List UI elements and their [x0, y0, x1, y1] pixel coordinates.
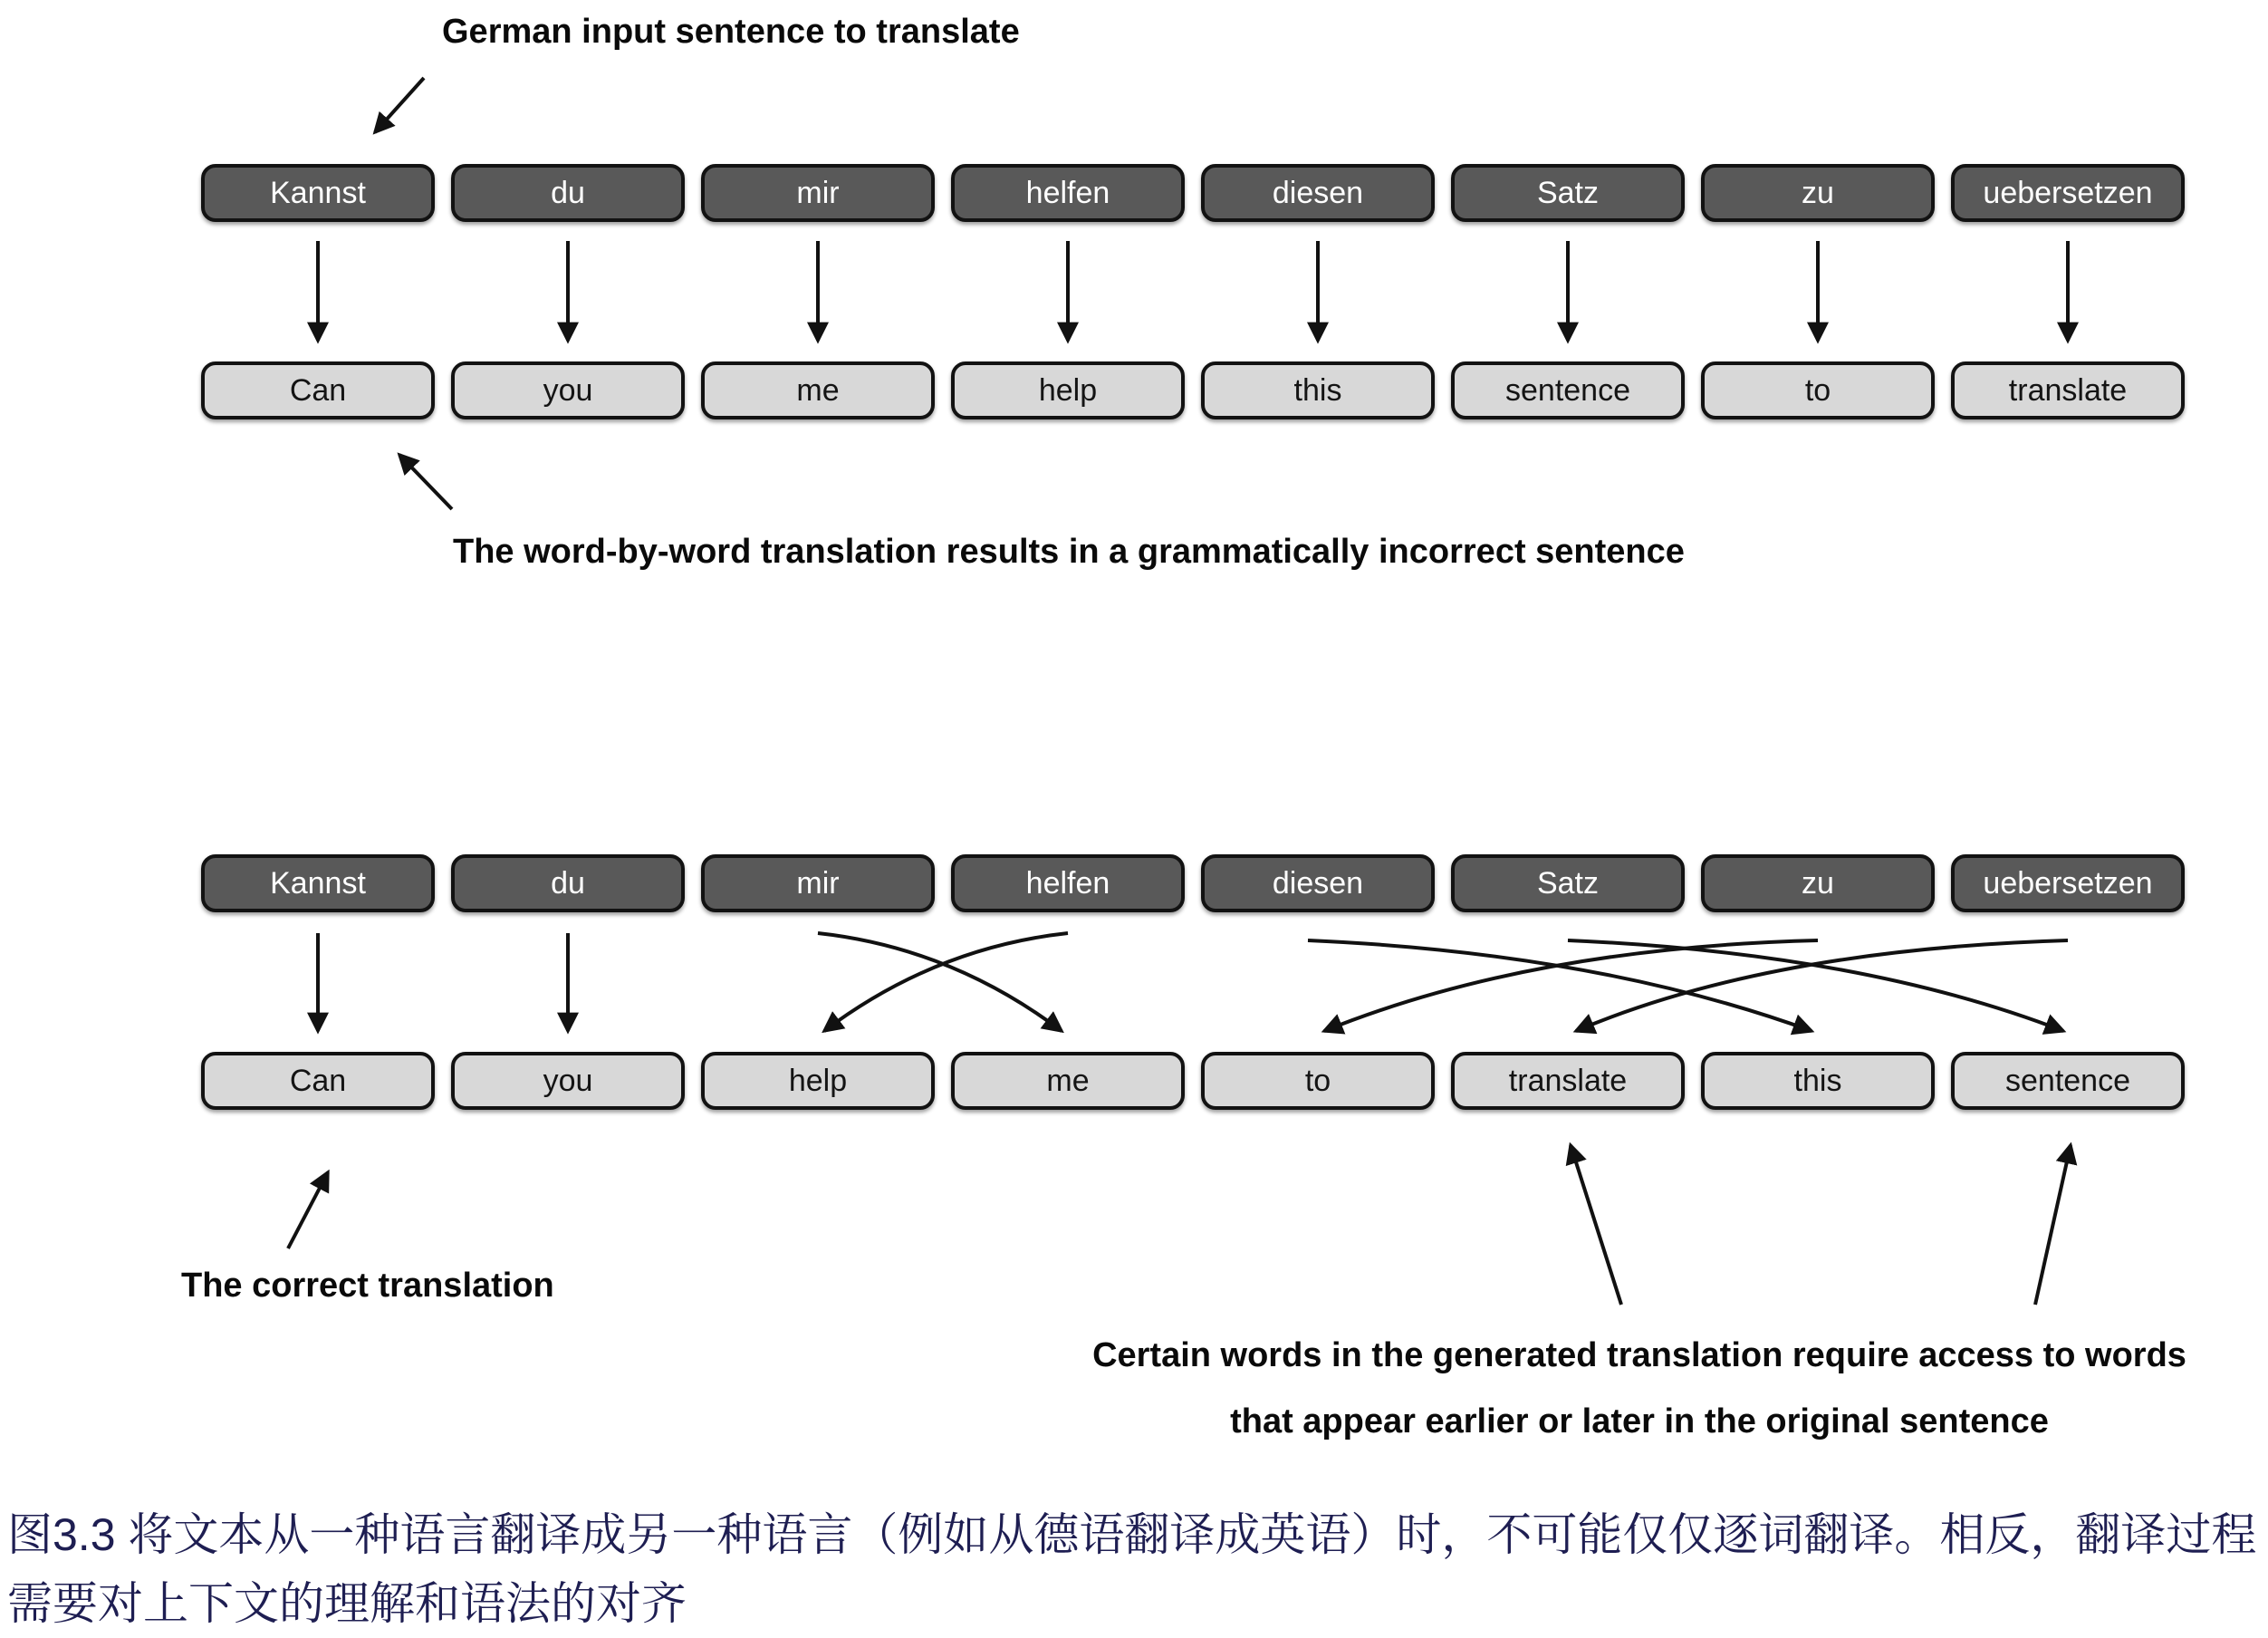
align-mir-me	[818, 933, 1062, 1031]
german-word-box: diesen	[1201, 854, 1435, 912]
annotation-german-input: German input sentence to translate	[442, 13, 1020, 51]
annotation-word-by-word: The word-by-word translation results in a grammatically incorrect sentence	[453, 533, 1685, 571]
align-zu-to	[1324, 940, 1818, 1031]
german-word-box: Satz	[1451, 164, 1685, 222]
german-word-box: helfen	[951, 854, 1185, 912]
german-word-box: diesen	[1201, 164, 1435, 222]
english-word-box: translate	[1951, 361, 2185, 419]
english-word-box: sentence	[1951, 1052, 2185, 1110]
english-word-box: you	[451, 361, 685, 419]
german-word-box: zu	[1701, 164, 1935, 222]
english-word-box: this	[1201, 361, 1435, 419]
english-word-box: to	[1201, 1052, 1435, 1110]
german-word-box: helfen	[951, 164, 1185, 222]
german-word-box: mir	[701, 164, 935, 222]
align-helfen-help	[824, 933, 1068, 1031]
context-pointer-arrow-sentence	[2035, 1145, 2071, 1305]
german-word-box: Satz	[1451, 854, 1685, 912]
english-word-box: you	[451, 1052, 685, 1110]
german-word-box: uebersetzen	[1951, 854, 2185, 912]
annotation-context-line2: that appear earlier or later in the original sentence	[1230, 1402, 2049, 1440]
english-word-box: me	[951, 1052, 1185, 1110]
word-by-word-pointer-arrow	[399, 455, 452, 509]
annotation-context-line1: Certain words in the generated translation require access to words	[1092, 1336, 2186, 1374]
figure-caption: 图3.3 将文本从一种语言翻译成另一种语言（例如从德语翻译成英语）时，不可能仅仅逐词翻译。相反，翻译过程需要对上下文的理解和语法的对齐	[7, 1509, 2257, 1629]
english-word-box: translate	[1451, 1052, 1685, 1110]
english-word-box: help	[701, 1052, 935, 1110]
german-word-box: mir	[701, 854, 935, 912]
german-word-box: du	[451, 164, 685, 222]
english-word-box: me	[701, 361, 935, 419]
correct-translation-pointer-arrow	[288, 1172, 328, 1248]
english-word-box: help	[951, 361, 1185, 419]
annotation-context-access	[1033, 1323, 2246, 1455]
english-word-box: to	[1701, 361, 1935, 419]
english-word-box: Can	[201, 1052, 435, 1110]
annotation-correct-translation: The correct translation	[181, 1267, 554, 1305]
german-input-pointer-arrow	[375, 78, 424, 132]
german-word-box: Kannst	[201, 854, 435, 912]
context-pointer-arrow-translate	[1571, 1145, 1621, 1305]
german-word-box: zu	[1701, 854, 1935, 912]
english-word-box: sentence	[1451, 361, 1685, 419]
german-word-box: du	[451, 854, 685, 912]
german-word-box: uebersetzen	[1951, 164, 2185, 222]
align-diesen-this	[1308, 940, 1812, 1031]
align-uebersetzen-translate	[1576, 940, 2068, 1031]
german-word-box: Kannst	[201, 164, 435, 222]
align-satz-sentence	[1568, 940, 2063, 1031]
english-word-box: this	[1701, 1052, 1935, 1110]
english-word-box: Can	[201, 361, 435, 419]
